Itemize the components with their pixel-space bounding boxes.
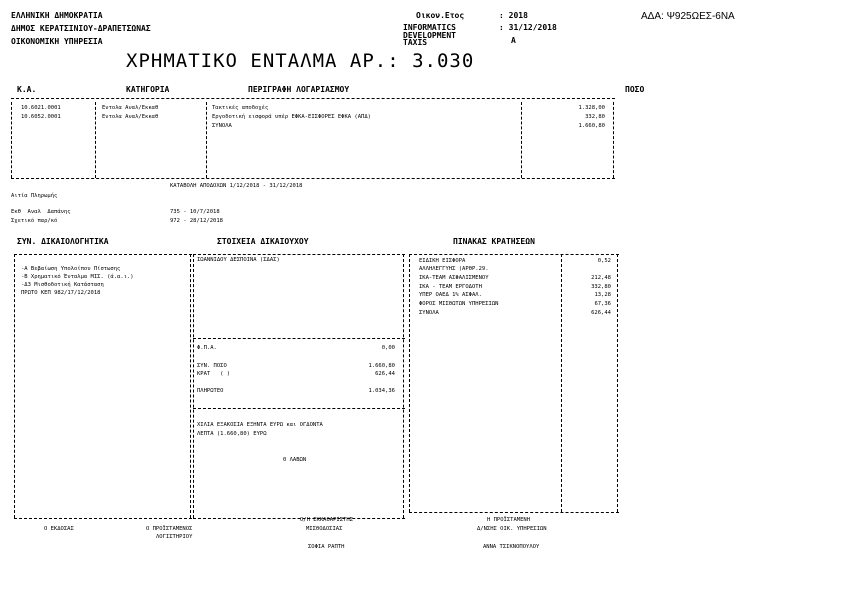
table-row [525,104,605,113]
deduction-label: ΦΟΡΟΣ ΜΙΣΘΩΤΩΝ ΥΠΗΡΕΣΙΩΝ [419,301,499,307]
totals-row [525,122,605,131]
col-ka: Κ.Α. [17,85,37,94]
deductions-total-value: 626,44 [591,310,611,316]
payee-box-border [193,254,405,255]
signature-payroll-name: ΣΟΦΙΑ ΡΑΠΤΗ [308,544,345,550]
deductions-box-border [409,512,619,513]
header-rule [11,98,615,99]
deduction-label: ΕΙΔΙΚΗ ΕΙΣΦΟΡΑ [419,258,466,264]
deductions-title: ΠΙΝΑΚΑΣ ΚΡΑΤΗΣΕΩΝ [453,237,535,246]
payment-period: ΚΑΤΑΒΟΛΗ ΑΠΟΔΟΧΩΝ 1/12/2018 - 31/12/2018 [170,183,303,189]
docs-item: -Β Χρηματικό Ένταλμα ΜΙΣ. (ά.α.ι.) [21,274,134,280]
category-cell: Εντολα Αναλ/Εκκαθ [102,114,159,120]
receiver-label: 0 ΛΑΒΩΝ [283,457,307,463]
deduction-label: ΑΛΛΗΛΕΓΓΥΗΣ (ΑΡΘΡ.29. [419,266,489,272]
category-cell: Εντολα Αναλ/Εκκαθ [102,105,159,111]
table-row [21,113,61,122]
signature-director-dept: Δ/ΝΣΗΣ ΟΙΚ. ΥΠΗΡΕΣΙΩΝ [477,526,547,532]
amount-in-words: ΧΙΛΙΑ ΕΞΑΚΟΣΙΑ ΕΞΗΝΤΑ ΕΥΡΩ και ΟΓΔΟΝΤΑ [197,422,323,428]
signature-issuer: Ο ΕΚΔΟΣΑΣ [44,526,74,532]
totals-row [212,122,232,131]
signature-payroll: Ο/Η ΕΚΚΑΘΑΡΙΣΤΗΣ [300,517,353,523]
deduction-value: 67,36 [594,301,611,307]
deductions-box-border [409,254,619,255]
deductions-total-label: ΣΥΝΟΛΑ [419,310,439,316]
payee-box-border [193,518,405,519]
deductions-box-border [617,254,618,512]
amount-in-words: ΛΕΠΤΑ (1.660,80) ΕΥΡΩ [197,431,267,437]
signature-head-accounting-dept: ΛΟΓΙΣΤΗΡΙΟΥ [156,534,193,540]
ref-value: 972 - 28/12/2018 [170,218,223,224]
net-label: ΠΛΗΡΩΤΕΟ [197,388,224,394]
fiscal-year-label: Οικον.Ετος [416,11,465,20]
fpa-value: 0,00 [381,345,395,351]
org-line-1: ΕΛΛΗΝΙΚΗ ΔΗΜΟΚΡΑΤΙΑ [11,11,103,20]
ka-cell: 10.6021.0001 [21,105,61,111]
overlap-line-3: TAXIS [403,38,428,47]
table-border [206,102,207,178]
deduction-value: 332,80 [591,284,611,290]
docs-item: -Α Βεβαίωση Υπολοίπου Πίστωσης [21,266,121,272]
payee-divider [193,338,405,339]
totals-label: ΣΥΝΟΛΑ [212,123,232,129]
signature-director: Η ΠΡΟΪΣΤΑΜΕΝΗ [487,517,531,523]
deductions-label: ΚΡΑΤ ( ) [197,371,231,377]
gross-label: ΣΥΝ. ΠΟΣΟ [197,363,227,369]
overlap-line-1: INFORMATICS [403,23,456,32]
totals-amount: 1.660,80 [578,123,605,129]
table-border [11,102,12,178]
col-description: ΠΕΡΙΓΡΑΦΗ ΛΟΓΑΡΙΑΣΜΟΥ [248,85,350,94]
gross-value: 1.660,80 [368,363,395,369]
table-row [212,113,371,122]
payee-box-border [193,254,194,518]
ref-value: 735 - 10/7/2018 [170,209,220,215]
col-amount: ΠΟΣΟ [625,85,645,94]
org-line-2: ΔΗΜΟΣ ΚΕΡΑΤΣΙΝΙΟΥ-ΔΡΑΠΕΤΣΩΝΑΣ [11,24,151,33]
docs-box-border [190,254,191,518]
description-cell: Τακτικές αποδοχές [212,105,269,111]
amount-cell: 332,80 [585,114,605,120]
table-row [21,104,61,113]
payee-title: ΣΤΟΙΧΕΙΑ ΔΙΚΑΙΟΥΧΟΥ [217,237,309,246]
date-value: : 31/12/2018 [499,23,557,32]
table-row [102,104,158,113]
deduction-label: ΙΚΑ-ΤΕΑΜ ΑΣΦΑΛΙΣΜΕΝΟΥ [419,275,489,281]
payee-name: ΙΩΑΝΝΙΔΟΥ ΔΕΣΠΟΙΝΑ (ΣΔΑΣ) [197,257,280,263]
docs-title: ΣΥΝ. ΔΙΚΑΙΟΛΟΓΗΤΙΚΑ [17,237,109,246]
signature-director-name: ΑΝΝΑ ΤΣΙΚΝΟΠΟΥΛΟΥ [483,544,540,550]
table-row [102,113,158,122]
table-border [521,102,522,178]
deduction-label: ΙΚΑ - ΤΕΑΜ ΕΡΓΟΔΟΤΗ [419,284,482,290]
payee-divider [193,408,405,409]
fpa-label: Φ.Π.Α. [197,345,217,351]
deductions-box-border [409,254,410,512]
table-border [95,102,96,178]
series-letter: Α [511,36,516,45]
table-border [613,102,614,178]
ka-cell: 10.6052.0001 [21,114,61,120]
table-row [212,104,268,113]
description-cell: Εργοδοτική εισφορά υπέρ ΕΦΚΑ-ΕΙΣΦΟΡΕΣ ΕΦΚΑ (ΑΠΔ) [212,114,371,120]
ref-label: Εκθ Αναλ Δαπάνης [11,209,71,215]
deductions-value: 626,44 [375,371,395,377]
signature-head-accounting: Ο ΠΡΟΪΣΤΑΜΕΝΟΣ [146,526,193,532]
document-title: ΧΡΗΜΑΤΙΚΟ ΕΝΤΑΛΜΑ ΑΡ.: 3.030 [126,50,475,72]
table-bottom-rule [11,178,615,179]
overlap-line-2: DEVELOPMENT [403,31,456,40]
net-value: 1.034,36 [368,388,395,394]
signature-payroll-dept: ΜΙΣΘΟΔΟΣΙΑΣ [306,526,343,532]
amount-cell: 1.328,00 [578,105,605,111]
deduction-value: 0,52 [597,258,611,264]
col-category: ΚΑΤΗΓΟΡΙΑ [126,85,170,94]
org-line-3: ΟΙΚΟΝΟΜΙΚΗ ΥΠΗΡΕΣΙΑ [11,37,103,46]
docs-box-border [14,518,192,519]
payee-box-border [403,254,404,518]
fiscal-year-value: : 2018 [499,11,528,20]
docs-box-border [14,254,15,518]
payment-cause: Αιτία Πληρωμής [11,193,58,199]
table-row [525,113,605,122]
deduction-value: 13,28 [594,292,611,298]
deduction-value: 212,48 [591,275,611,281]
docs-item: ΠΡΩΤΟ ΚΕΠ 982/17/12/2018 [21,290,101,296]
ref-label: Σχετικό παρ/κό [11,218,58,224]
deduction-label: ΥΠΕΡ ΟΑΕΔ 1% ΑΣΦΑΛ. [419,292,482,298]
docs-item: -Δ3 Μισθοδοτική Κατάσταση [21,282,104,288]
docs-box-border [14,254,192,255]
ada-code: ΑΔΑ: Ψ925ΩΕΣ-6ΝΑ [641,11,735,22]
